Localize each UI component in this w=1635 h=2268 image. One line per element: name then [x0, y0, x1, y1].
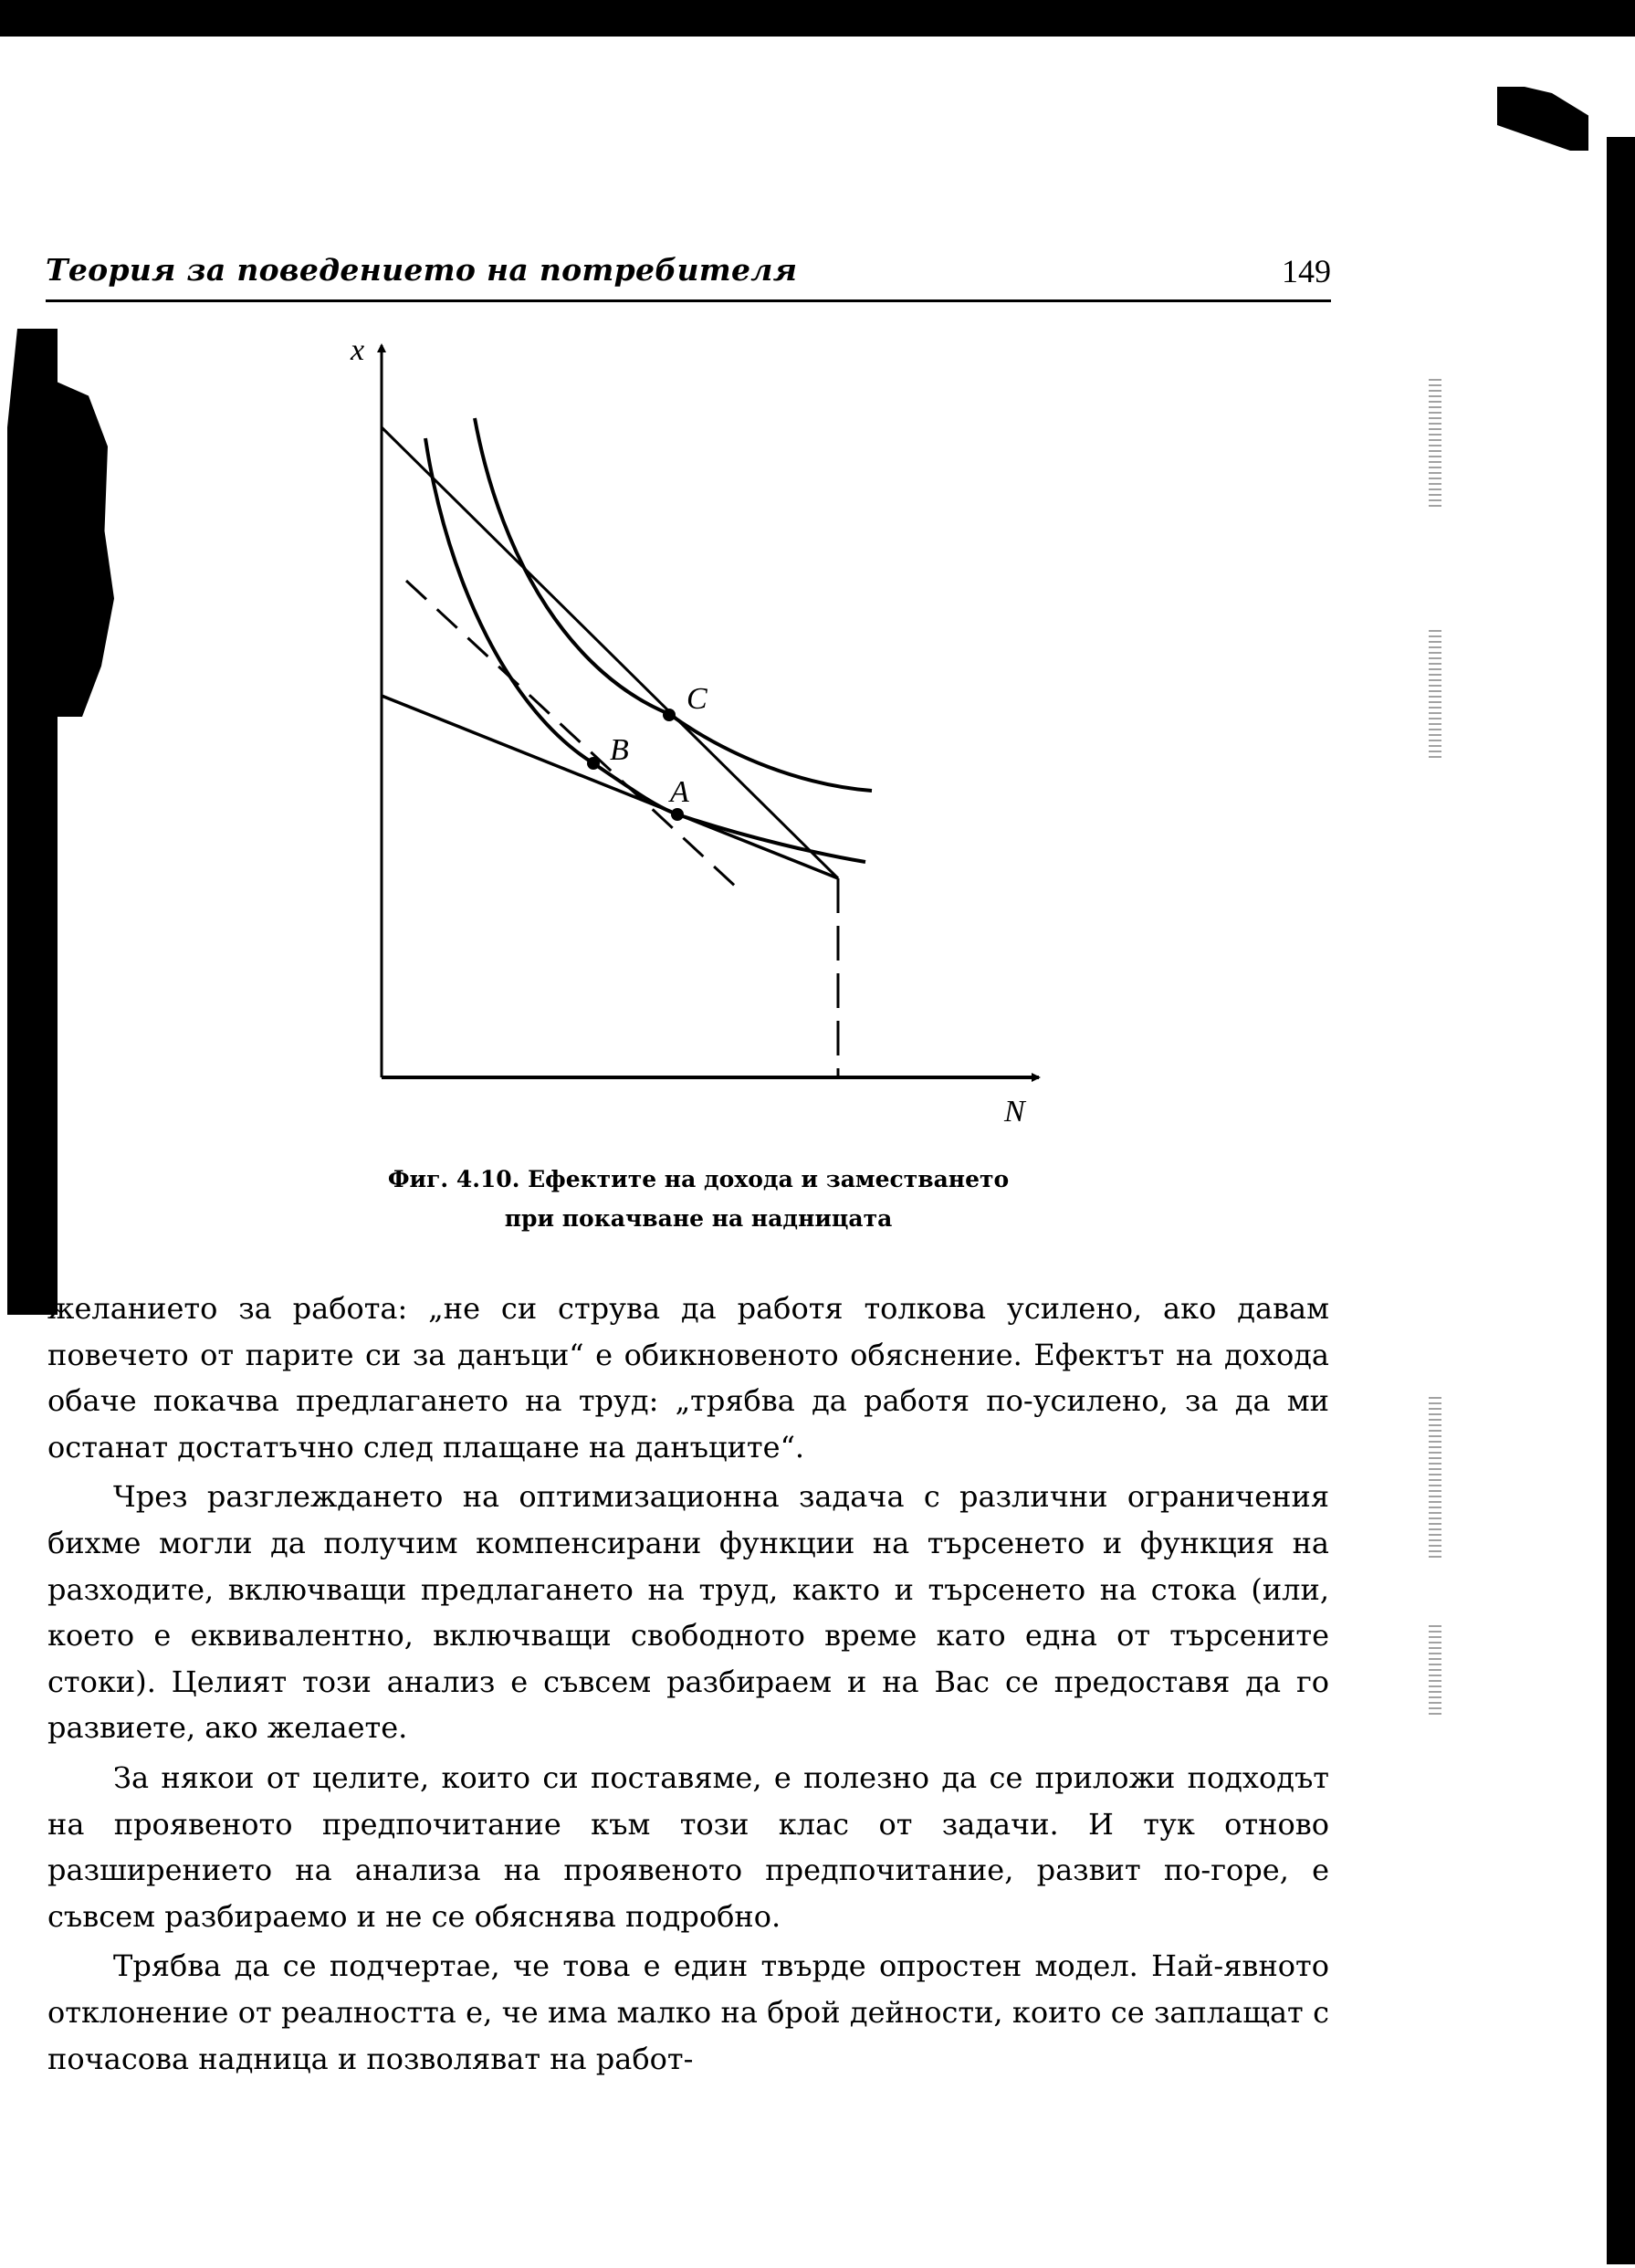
paragraph: Трябва да се подчертае, че това е един твърде опростен модел. Най-явното отклонение от реалността е, че има малко на брой дейности, които се заплащат с почасова надница и позволяват на работ-	[47, 1948, 1329, 2076]
budget-line-initial	[382, 696, 838, 878]
scan-speckle	[1429, 1397, 1441, 1561]
point-c-label: C	[686, 682, 707, 716]
point-b-marker	[587, 757, 600, 770]
scan-speckle	[1429, 1625, 1441, 1717]
indifference-curve-high	[475, 418, 872, 791]
body-text	[47, 1286, 1329, 2082]
paragraph: Чрез разглеждането на оптимизационна задача с различни ограничения бихме могли да получим компенсирани функции на търсенето и функция на разходите, включващи предлагането на труд, както и търсенето на стока (или, което е еквивалентно, включващи свободното време като една от търсените стоки). Целият този анализ е съвсем разбираем и на Вас се предоставя да го развиете, ако желаете.	[47, 1479, 1329, 1746]
point-a-label: A	[670, 775, 689, 809]
y-axis-label: x	[351, 333, 365, 367]
paragraph: За някои от целите, които си поставяме, е полезно да се приложи подходът на проявеното предпочитание към този клас от задачи. И тук отново разширението на анализа на проявеното предпочитание, развит по-горе, е съвсем разбираемо и не се обяснява подробно.	[47, 1759, 1329, 1934]
caption-line-1: Фиг. 4.10. Ефектите на дохода и заместването	[387, 1166, 1010, 1192]
caption-line-2: при покачване на надницата	[504, 1205, 893, 1232]
point-b-label: B	[610, 733, 629, 767]
page-number: 149	[1282, 253, 1331, 289]
paragraph: желанието за работа: „не си струва да работя толкова усилено, ако давам повечето от парите си за данъци“ е обикновеното обяснение. Ефектът на дохода обаче покачва предлагането на труд: „трябва да работя по-усилено, за да ми останат достатъчно след плащане на данъците“.	[47, 1291, 1329, 1465]
point-c-marker	[663, 709, 676, 721]
compensated-budget-dashed-line	[406, 581, 738, 888]
budget-line-after-wage-rise	[382, 427, 838, 878]
indifference-curve-low	[425, 438, 865, 862]
running-title: Теория за поведението на потребителя	[46, 252, 798, 288]
x-axis-label: N	[1004, 1095, 1025, 1129]
point-a-marker	[671, 808, 684, 821]
figure-caption	[301, 1160, 1095, 1238]
